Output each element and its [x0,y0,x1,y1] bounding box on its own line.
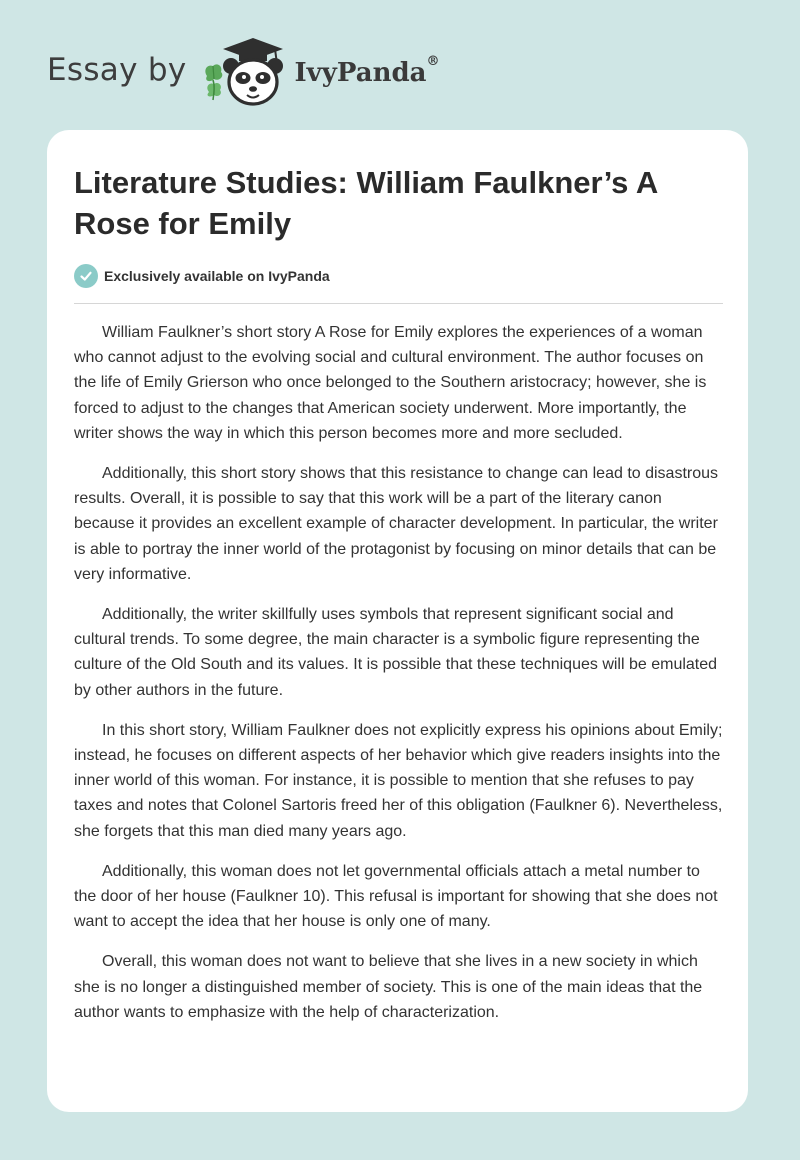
essay-body [74,320,723,1040]
site-header [47,36,440,108]
essay-paragraph: William Faulkner’s short story A Rose for Emily explores the experiences of a woman who cannot adjust to the evolving social and cultural environment. The author focuses on the life of Emily Grierson who once belonged to the Southern aristocracy; however, she is forced to adjust to the changes that American society underwent. More importantly, the writer shows the way in which this person becomes more and more secluded. [74,324,707,442]
registered-mark: ® [426,54,440,69]
essay-paragraph: Additionally, this woman does not let governmental officials attach a metal number to the door of her house (Faulkner 10). This refusal is important for showing that she does not want to accept the idea that her house is only one of many. [74,862,718,931]
essay-by-label: Essay by [47,52,187,88]
essay-card [47,130,748,1112]
ivy-leaf-icon [205,64,222,100]
title-divider [74,303,723,304]
brand-name[interactable]: IvyPanda® [294,54,440,88]
essay-paragraph: Additionally, this short story shows that this resistance to change can lead to disastrous results. Overall, it is possible to say that this work will be a part of the literary canon because it provides an excellent example of character development. In particular, the writer is able to portray the inner world of the protagonist by focusing on minor details that can be very informative. [74,465,719,583]
check-icon [74,264,98,288]
exclusive-badge-label: Exclusively available on IvyPanda [104,268,330,284]
essay-paragraph: Additionally, the writer skillfully uses symbols that represent significant social and cultural trends. To some degree, the main character is a symbolic figure representing the culture of the Old South and its values. It is possible that these techniques will be emulated by other authors in the future. [74,606,718,699]
essay-paragraph: In this short story, William Faulkner does not explicitly express his opinions about Emily; instead, he focuses on different aspects of her behavior which give readers insights into the inner world of this woman. For instance, it is possible to mention that she refuses to pay taxes and notes that Colonel Sartoris freed her of this obligation (Faulkner 6). Nevertheless, she forgets that this man died many years ago. [74,721,723,840]
essay-paragraph: Overall, this woman does not want to believe that she lives in a new society in which she is no longer a distinguished member of society. This is one of the main ideas that the author wants to emphasize with the help of characterization. [74,953,703,1021]
essay-title: Literature Studies: William Faulkner’s A Rose for Emily [74,165,658,241]
panda-face-icon [223,58,283,104]
exclusive-badge [74,264,330,288]
ivypanda-logo-icon[interactable] [201,36,293,108]
